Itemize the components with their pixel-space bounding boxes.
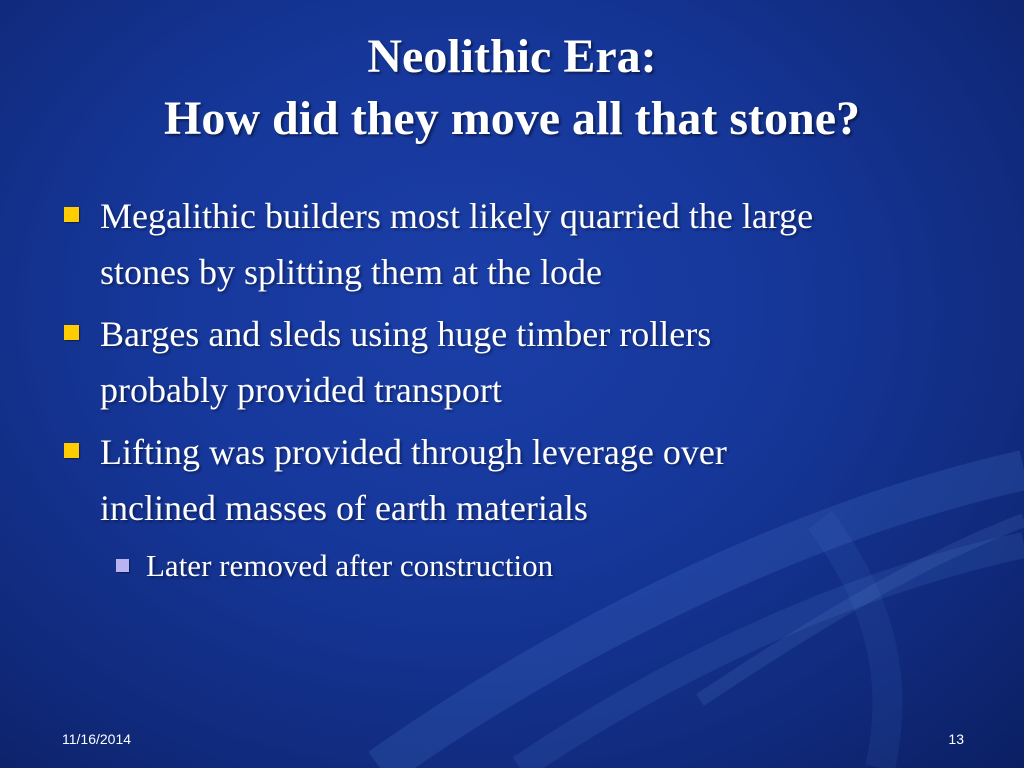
square-bullet-icon [64,325,79,340]
bullet-text-2-line-1: Barges and sleds using huge timber rollers [100,314,712,354]
slide-title-line-1: Neolithic Era: [367,30,657,83]
bullet-item-2 [62,306,982,418]
bullet-text-2-line-2: probably provided transport [100,370,502,410]
square-bullet-icon [64,207,79,222]
bullet-text-1-line-2: stones by splitting them at the lode [100,252,602,292]
slide-title-line-2: How did they move all that stone? [164,92,860,145]
sub-bullet-text-1: Later removed after construction [146,548,554,583]
bullet-text-3-line-1: Lifting was provided through leverage over [100,432,727,472]
bullet-item-1 [62,188,982,300]
sub-bullet-item-1 [116,542,982,590]
bullet-item-3 [62,424,982,536]
bullet-list [62,188,982,590]
footer-page-number: 13 [948,731,964,747]
slide-title [0,26,1024,150]
square-bullet-icon [64,443,79,458]
bullet-text-1-line-1: Megalithic builders most likely quarried the large [100,196,814,236]
footer-date: 11/16/2014 [62,731,132,747]
square-sub-bullet-icon [116,559,129,572]
bullet-text-3-line-2: inclined masses of earth materials [100,488,588,528]
